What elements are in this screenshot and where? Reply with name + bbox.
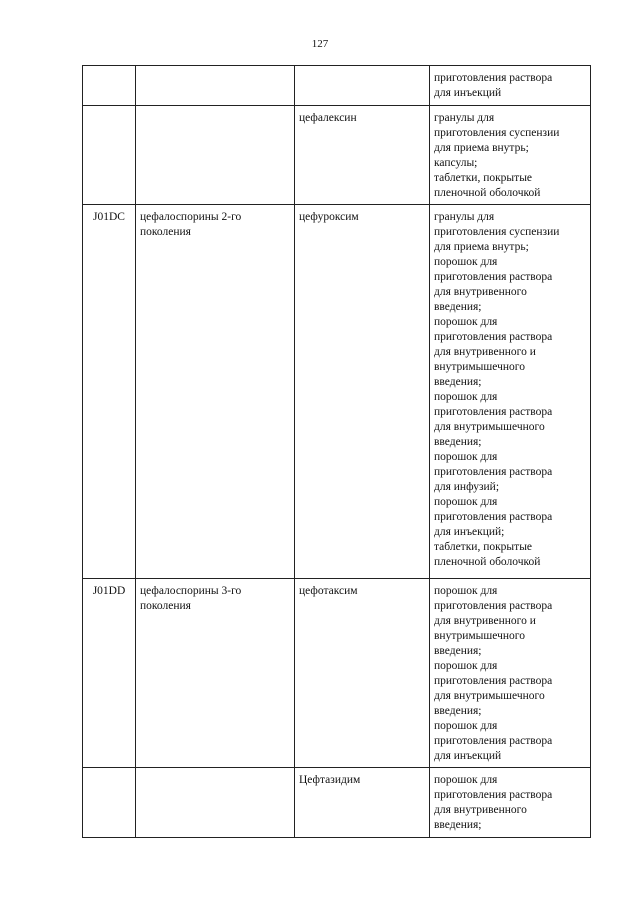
dosage-forms-cell — [430, 579, 591, 768]
dosage-form-line: внутримышечного — [434, 630, 525, 642]
dosage-form-line: приготовления раствора — [434, 789, 553, 801]
drug-name-cell — [295, 579, 430, 768]
drug-name: цефотаксим — [299, 585, 358, 597]
dosage-forms-cell — [430, 205, 591, 579]
table-row — [83, 205, 591, 579]
drug-name-cell — [295, 66, 430, 106]
dosage-form-line: для инъекций — [434, 750, 502, 762]
dosage-form-line: приготовления раствора — [434, 466, 553, 478]
group-line: цефалоспорины 3-го — [140, 585, 242, 597]
dosage-form-line: порошок для — [434, 391, 498, 403]
dosage-form-line: порошок для — [434, 720, 498, 732]
dosage-form-line: приготовления раствора — [434, 331, 553, 343]
table-row — [83, 66, 591, 106]
dosage-form-line: пленочной оболочкой — [434, 187, 541, 199]
table-row — [83, 106, 591, 205]
dosage-form-line: для инъекций — [434, 87, 502, 99]
atc-code-cell — [83, 768, 136, 838]
dosage-form-line: для внутривенного — [434, 804, 527, 816]
pharmacological-group-cell — [136, 768, 295, 838]
dosage-form-line: для внутривенного и — [434, 346, 536, 358]
atc-code-cell — [83, 579, 136, 768]
dosage-form-line: введения; — [434, 301, 482, 313]
dosage-form-line: введения; — [434, 819, 482, 831]
dosage-form-line: для инъекций; — [434, 526, 505, 538]
dosage-form-line: гранулы для — [434, 112, 495, 124]
dosage-form-line: порошок для — [434, 316, 498, 328]
dosage-form-line: для внутримышечного — [434, 690, 545, 702]
dosage-form-line: для внутримышечного — [434, 421, 545, 433]
dosage-form-line: приготовления раствора — [434, 600, 553, 612]
pharmacological-group-cell — [136, 579, 295, 768]
pharmacological-group-cell — [136, 205, 295, 579]
group-line: поколения — [140, 600, 191, 612]
dosage-form-line: порошок для — [434, 451, 498, 463]
dosage-form-line: приготовления раствора — [434, 406, 553, 418]
dosage-form-line: порошок для — [434, 256, 498, 268]
dosage-form-line: введения; — [434, 705, 482, 717]
dosage-form-line: приготовления раствора — [434, 511, 553, 523]
dosage-forms-cell — [430, 106, 591, 205]
dosage-form-line: порошок для — [434, 660, 498, 672]
dosage-form-line: капсулы; — [434, 157, 478, 169]
dosage-form-line: таблетки, покрытые — [434, 541, 533, 553]
atc-code: J01DD — [92, 585, 126, 597]
dosage-form-line: гранулы для — [434, 211, 495, 223]
dosage-form-line: приготовления раствора — [434, 675, 553, 687]
dosage-form-line: для инфузий; — [434, 481, 500, 493]
atc-code-cell — [83, 66, 136, 106]
dosage-form-line: для внутривенного — [434, 286, 527, 298]
dosage-form-line: приготовления раствора — [434, 735, 553, 747]
dosage-form-line: для внутривенного и — [434, 615, 536, 627]
dosage-form-line: пленочной оболочкой — [434, 556, 541, 568]
dosage-form-line: введения; — [434, 376, 482, 388]
drug-name: цефалексин — [299, 112, 357, 124]
atc-code-cell — [83, 106, 136, 205]
atc-code: J01DC — [93, 211, 125, 223]
dosage-form-line: приготовления раствора — [434, 72, 553, 84]
pharmacological-group-cell — [136, 66, 295, 106]
dosage-form-line: порошок для — [434, 585, 498, 597]
page-number: 127 — [311, 38, 329, 50]
table-row — [83, 768, 591, 838]
drug-name-cell — [295, 768, 430, 838]
dosage-form-line: для приема внутрь; — [434, 142, 529, 154]
dosage-form-line: приготовления раствора — [434, 271, 553, 283]
drug-name-cell — [295, 106, 430, 205]
atc-code-cell — [83, 205, 136, 579]
dosage-form-line: порошок для — [434, 774, 498, 786]
dosage-form-line: для приема внутрь; — [434, 241, 529, 253]
pharmacological-group-cell — [136, 106, 295, 205]
dosage-forms-cell — [430, 768, 591, 838]
group-line: поколения — [140, 226, 191, 238]
drug-table — [82, 65, 591, 838]
table-body — [83, 66, 591, 838]
dosage-form-line: порошок для — [434, 496, 498, 508]
dosage-form-line: приготовления суспензии — [434, 127, 560, 139]
dosage-form-line: введения; — [434, 436, 482, 448]
dosage-forms-cell — [430, 66, 591, 106]
drug-name-cell — [295, 205, 430, 579]
group-line: цефалоспорины 2-го — [140, 211, 242, 223]
drug-name: цефуроксим — [299, 211, 359, 223]
dosage-form-line: таблетки, покрытые — [434, 172, 533, 184]
table-row — [83, 579, 591, 768]
drug-name: Цефтазидим — [299, 774, 361, 786]
dosage-form-line: введения; — [434, 645, 482, 657]
dosage-form-line: приготовления суспензии — [434, 226, 560, 238]
dosage-form-line: внутримышечного — [434, 361, 525, 373]
